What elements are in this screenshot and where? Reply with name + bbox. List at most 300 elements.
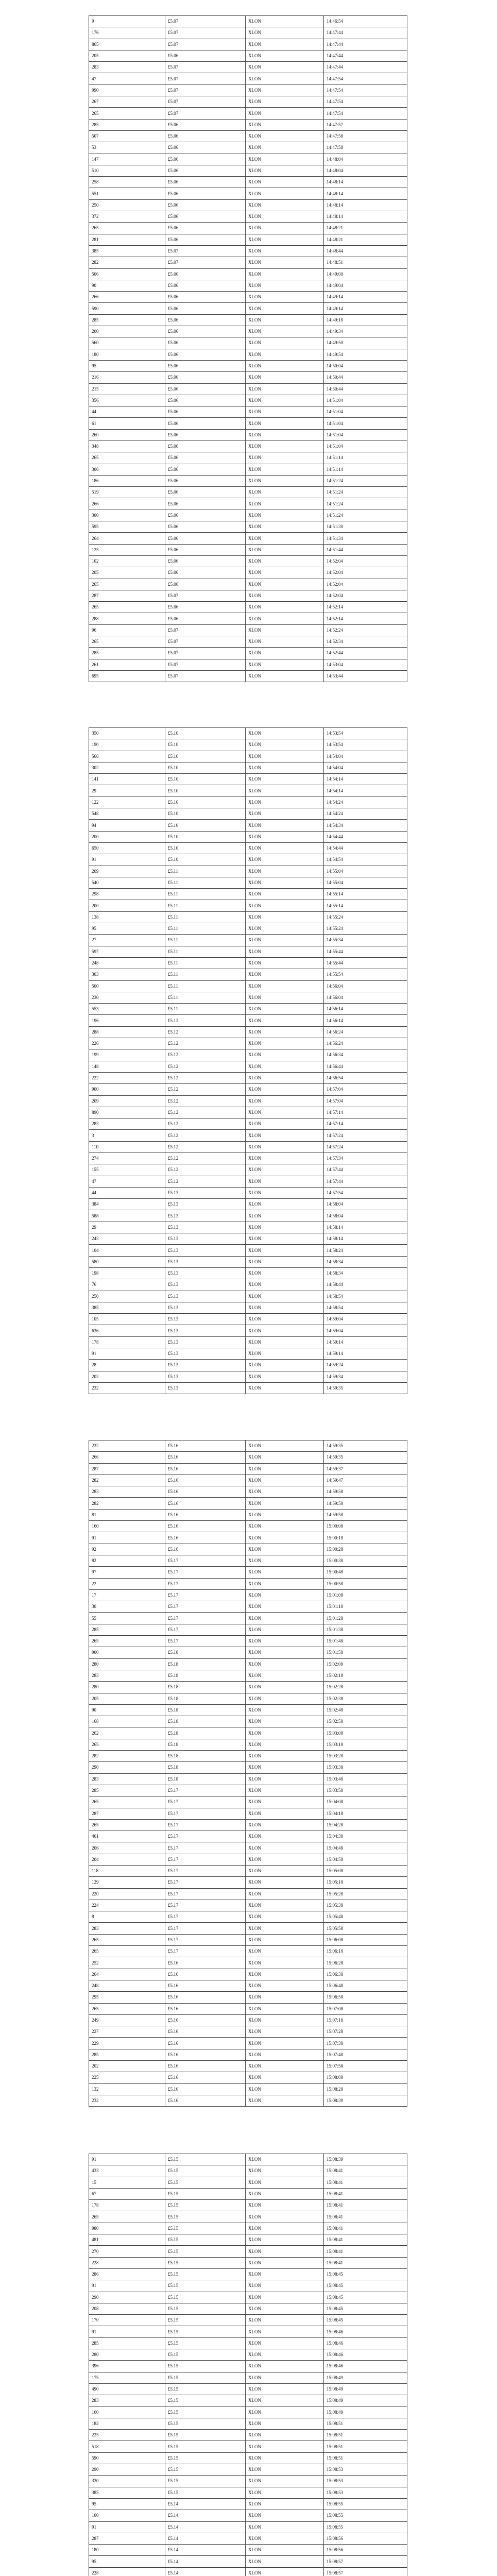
quantity-cell: 90	[89, 1704, 165, 1716]
table-row	[89, 119, 407, 130]
time-cell: 14:59:35	[324, 1382, 407, 1394]
table-row	[89, 1072, 407, 1083]
table-row	[89, 2223, 407, 2234]
table-row	[89, 2234, 407, 2246]
venue-cell: XLON	[246, 16, 324, 27]
price-cell: £5.07	[165, 108, 246, 119]
time-cell: 15:08:57	[324, 2567, 407, 2576]
venue-cell: XLON	[246, 2452, 324, 2464]
price-cell: £5.15	[165, 2383, 246, 2395]
venue-cell: XLON	[246, 1233, 324, 1245]
price-cell: £5.07	[165, 16, 246, 27]
table-row	[89, 1291, 407, 1302]
venue-cell: XLON	[246, 2418, 324, 2429]
price-cell: £5.17	[165, 1808, 246, 1819]
table-row	[89, 1256, 407, 1267]
quantity-cell: 282	[89, 1498, 165, 1509]
quantity-cell: 270	[89, 2246, 165, 2257]
price-cell: £5.14	[165, 2533, 246, 2544]
time-cell: 14:48:14	[324, 177, 407, 188]
quantity-cell: 265	[89, 1819, 165, 1831]
price-cell: £5.13	[165, 1222, 246, 1233]
venue-cell: XLON	[246, 2072, 324, 2083]
time-cell: 14:57:14	[324, 1118, 407, 1130]
time-cell: 14:53:54	[324, 739, 407, 751]
price-cell: £5.12	[165, 1038, 246, 1049]
time-cell: 14:49:14	[324, 292, 407, 303]
price-cell: £5.07	[165, 62, 246, 73]
price-cell: £5.06	[165, 521, 246, 533]
table-row	[89, 1831, 407, 1842]
time-cell: 15:02:18	[324, 1670, 407, 1681]
quantity-cell: 303	[89, 969, 165, 980]
quantity-cell: 175	[89, 2372, 165, 2383]
quantity-cell: 283	[89, 1773, 165, 1785]
price-cell: £5.17	[165, 1877, 246, 1888]
table-row	[89, 2061, 407, 2072]
price-cell: £5.06	[165, 464, 246, 475]
price-cell: £5.12	[165, 1084, 246, 1095]
quantity-cell: 227	[89, 2026, 165, 2038]
table-row	[89, 245, 407, 257]
time-cell: 14:51:44	[324, 544, 407, 555]
price-cell: £5.15	[165, 2441, 246, 2452]
venue-cell: XLON	[246, 1199, 324, 1210]
price-cell: £5.15	[165, 2418, 246, 2429]
quantity-cell: 287	[89, 590, 165, 601]
venue-cell: XLON	[246, 2556, 324, 2567]
trade-table-3	[89, 1440, 407, 2107]
quantity-cell: 500	[89, 980, 165, 992]
time-cell: 15:03:48	[324, 1773, 407, 1785]
quantity-cell: 580	[89, 1256, 165, 1267]
table-row	[89, 1704, 407, 1716]
venue-cell: XLON	[246, 165, 324, 176]
time-cell: 14:49:34	[324, 326, 407, 337]
time-cell: 15:08:41	[324, 2200, 407, 2211]
venue-cell: XLON	[246, 2545, 324, 2556]
venue-cell: XLON	[246, 1314, 324, 1325]
price-cell: £5.06	[165, 498, 246, 510]
venue-cell: XLON	[246, 831, 324, 842]
price-cell: £5.15	[165, 2165, 246, 2177]
venue-cell: XLON	[246, 2188, 324, 2199]
quantity-cell: 198	[89, 1267, 165, 1279]
table-row	[89, 579, 407, 590]
price-cell: £5.10	[165, 796, 246, 808]
quantity-cell: 202	[89, 1371, 165, 1382]
price-cell: £5.16	[165, 2083, 246, 2095]
table-row	[89, 1440, 407, 1452]
time-cell: 15:08:46	[324, 2326, 407, 2337]
time-cell: 14:59:58	[324, 1509, 407, 1520]
quantity-cell: 282	[89, 1475, 165, 1486]
table-row	[89, 1762, 407, 1773]
venue-cell: XLON	[246, 1463, 324, 1475]
table-row	[89, 2521, 407, 2533]
table-row	[89, 154, 407, 165]
table-row	[89, 992, 407, 1003]
venue-cell: XLON	[246, 2372, 324, 2383]
table-row	[89, 452, 407, 464]
quantity-cell: 266	[89, 498, 165, 510]
price-cell: £5.13	[165, 1325, 246, 1336]
quantity-cell: 285	[89, 119, 165, 130]
time-cell: 15:05:08	[324, 1865, 407, 1876]
table-row	[89, 1348, 407, 1360]
time-cell: 14:51:04	[324, 406, 407, 418]
price-cell: £5.12	[165, 1026, 246, 1038]
time-cell: 14:52:34	[324, 636, 407, 648]
quantity-cell: 91	[89, 1348, 165, 1360]
price-cell: £5.15	[165, 2406, 246, 2418]
time-cell: 15:03:28	[324, 1751, 407, 1762]
quantity-cell: 205	[89, 1693, 165, 1704]
venue-cell: XLON	[246, 2441, 324, 2452]
quantity-cell: 29	[89, 1222, 165, 1233]
venue-cell: XLON	[246, 762, 324, 773]
quantity-cell: 9	[89, 16, 165, 27]
venue-cell: XLON	[246, 602, 324, 613]
price-cell: £5.06	[165, 50, 246, 61]
quantity-cell: 286	[89, 2268, 165, 2280]
time-cell: 14:47:54	[324, 84, 407, 96]
quantity-cell: 282	[89, 1751, 165, 1762]
venue-cell: XLON	[246, 1601, 324, 1613]
quantity-cell: 208	[89, 2303, 165, 2314]
quantity-cell: 265	[89, 602, 165, 613]
venue-cell: XLON	[246, 2177, 324, 2188]
time-cell: 15:01:48	[324, 1636, 407, 1647]
time-cell: 14:48:21	[324, 223, 407, 234]
price-cell: £5.15	[165, 2349, 246, 2361]
quantity-cell: 566	[89, 751, 165, 762]
venue-cell: XLON	[246, 2430, 324, 2441]
time-cell: 14:54:24	[324, 796, 407, 808]
time-cell: 14:55:24	[324, 911, 407, 923]
table-row	[89, 1624, 407, 1635]
price-cell: £5.15	[165, 2326, 246, 2337]
venue-cell: XLON	[246, 130, 324, 142]
quantity-cell: 265	[89, 636, 165, 648]
venue-cell: XLON	[246, 1187, 324, 1198]
price-cell: £5.06	[165, 314, 246, 326]
time-cell: 15:08:49	[324, 2395, 407, 2406]
quantity-cell: 91	[89, 1532, 165, 1544]
table-row	[89, 1934, 407, 1945]
venue-cell: XLON	[246, 1521, 324, 1532]
table-row	[89, 39, 407, 50]
quantity-cell: 298	[89, 889, 165, 900]
price-cell: £5.17	[165, 1934, 246, 1945]
venue-cell: XLON	[246, 1130, 324, 1141]
table-row	[89, 555, 407, 567]
quantity-cell: 129	[89, 1877, 165, 1888]
price-cell: £5.13	[165, 1199, 246, 1210]
time-cell: 14:57:14	[324, 1107, 407, 1118]
time-cell: 14:59:35	[324, 1440, 407, 1452]
price-cell: £5.15	[165, 2464, 246, 2476]
price-cell: £5.13	[165, 1210, 246, 1222]
venue-cell: XLON	[246, 2061, 324, 2072]
quantity-cell: 285	[89, 2337, 165, 2349]
time-cell: 14:59:58	[324, 1498, 407, 1509]
price-cell: £5.13	[165, 1267, 246, 1279]
quantity-cell: 225	[89, 2430, 165, 2441]
venue-cell: XLON	[246, 1911, 324, 1923]
table-row	[89, 1980, 407, 1991]
quantity-cell: 372	[89, 211, 165, 223]
venue-cell: XLON	[246, 154, 324, 165]
venue-cell: XLON	[246, 1670, 324, 1681]
price-cell: £5.18	[165, 1670, 246, 1681]
table-row	[89, 257, 407, 268]
table-row	[89, 50, 407, 61]
time-cell: 14:47:58	[324, 142, 407, 154]
venue-cell: XLON	[246, 2095, 324, 2106]
time-cell: 14:59:24	[324, 1360, 407, 1371]
quantity-cell: 100	[89, 2510, 165, 2521]
time-cell: 15:03:08	[324, 1727, 407, 1739]
time-cell: 14:48:44	[324, 245, 407, 257]
price-cell: £5.16	[165, 2061, 246, 2072]
venue-cell: XLON	[246, 1038, 324, 1049]
venue-cell: XLON	[246, 1210, 324, 1222]
table-row	[89, 2337, 407, 2349]
quantity-cell: 205	[89, 567, 165, 579]
quantity-cell: 243	[89, 1233, 165, 1245]
time-cell: 14:59:47	[324, 1475, 407, 1486]
venue-cell: XLON	[246, 2292, 324, 2303]
table-row	[89, 2038, 407, 2049]
price-cell: £5.13	[165, 1279, 246, 1291]
time-cell: 14:58:34	[324, 1267, 407, 1279]
price-cell: £5.15	[165, 2280, 246, 2292]
table-row	[89, 314, 407, 326]
venue-cell: XLON	[246, 464, 324, 475]
table-row	[89, 2246, 407, 2257]
venue-cell: XLON	[246, 877, 324, 888]
time-cell: 15:04:58	[324, 1854, 407, 1865]
time-cell: 14:59:04	[324, 1325, 407, 1336]
table-row	[89, 670, 407, 682]
quantity-cell: 262	[89, 1727, 165, 1739]
table-row	[89, 1946, 407, 1957]
price-cell: £5.06	[165, 223, 246, 234]
table-row	[89, 464, 407, 475]
price-cell: £5.13	[165, 1233, 246, 1245]
table-row	[89, 2177, 407, 2188]
time-cell: 15:08:41	[324, 2257, 407, 2268]
time-cell: 15:08:51	[324, 2452, 407, 2464]
table-row	[89, 268, 407, 280]
price-cell: £5.15	[165, 2395, 246, 2406]
quantity-cell: 900	[89, 1084, 165, 1095]
table-row	[89, 1463, 407, 1475]
quantity-cell: 196	[89, 1015, 165, 1026]
table-row	[89, 475, 407, 486]
time-cell: 15:04:18	[324, 1808, 407, 1819]
venue-cell: XLON	[246, 73, 324, 84]
venue-cell: XLON	[246, 337, 324, 349]
venue-cell: XLON	[246, 1555, 324, 1566]
quantity-cell: 385	[89, 245, 165, 257]
time-cell: 14:51:04	[324, 440, 407, 452]
venue-cell: XLON	[246, 670, 324, 682]
quantity-cell: 228	[89, 2257, 165, 2268]
time-cell: 14:51:14	[324, 452, 407, 464]
table-row	[89, 234, 407, 245]
table-row	[89, 1969, 407, 1980]
quantity-cell: 283	[89, 62, 165, 73]
quantity-cell: 132	[89, 2083, 165, 2095]
table-row	[89, 1567, 407, 1578]
price-cell: £5.15	[165, 2487, 246, 2498]
price-cell: £5.06	[165, 544, 246, 555]
price-cell: £5.11	[165, 980, 246, 992]
venue-cell: XLON	[246, 1061, 324, 1072]
price-cell: £5.06	[165, 555, 246, 567]
time-cell: 15:08:45	[324, 2315, 407, 2326]
price-cell: £5.07	[165, 648, 246, 659]
table-row	[89, 2095, 407, 2106]
time-cell: 15:02:38	[324, 1693, 407, 1704]
price-cell: £5.06	[165, 395, 246, 406]
quantity-cell: 258	[89, 177, 165, 188]
time-cell: 15:08:56	[324, 2533, 407, 2544]
quantity-cell: 266	[89, 1452, 165, 1463]
price-cell: £5.06	[165, 602, 246, 613]
time-cell: 15:02:58	[324, 1716, 407, 1727]
time-cell: 14:48:14	[324, 211, 407, 223]
price-cell: £5.18	[165, 1739, 246, 1750]
table-row	[89, 326, 407, 337]
table-row	[89, 533, 407, 544]
time-cell: 14:50:44	[324, 383, 407, 395]
venue-cell: XLON	[246, 1946, 324, 1957]
time-cell: 15:08:55	[324, 2521, 407, 2533]
quantity-cell: 29	[89, 785, 165, 796]
quantity-cell: 22	[89, 1578, 165, 1589]
time-cell: 15:00:28	[324, 1544, 407, 1555]
quantity-cell: 283	[89, 1486, 165, 1498]
table-row	[89, 1693, 407, 1704]
quantity-cell: 287	[89, 1463, 165, 1475]
quantity-cell: 280	[89, 1658, 165, 1670]
price-cell: £5.06	[165, 452, 246, 464]
venue-cell: XLON	[246, 1107, 324, 1118]
quantity-cell: 102	[89, 555, 165, 567]
quantity-cell: 178	[89, 2200, 165, 2211]
table-row	[89, 1107, 407, 1118]
time-cell: 14:51:24	[324, 498, 407, 510]
quantity-cell: 95	[89, 360, 165, 371]
venue-cell: XLON	[246, 1245, 324, 1256]
time-cell: 15:08:51	[324, 2441, 407, 2452]
quantity-cell: 141	[89, 774, 165, 785]
table-row	[89, 372, 407, 383]
time-cell: 14:52:14	[324, 613, 407, 624]
venue-cell: XLON	[246, 268, 324, 280]
time-cell: 14:54:44	[324, 831, 407, 842]
venue-cell: XLON	[246, 2487, 324, 2498]
quantity-cell: 97	[89, 1567, 165, 1578]
quantity-cell: 287	[89, 2533, 165, 2544]
quantity-cell: 138	[89, 911, 165, 923]
table-row	[89, 2292, 407, 2303]
table-row	[89, 820, 407, 831]
venue-cell: XLON	[246, 1544, 324, 1555]
time-cell: 14:58:14	[324, 1222, 407, 1233]
table-row	[89, 1486, 407, 1498]
venue-cell: XLON	[246, 1153, 324, 1164]
table-row	[89, 1038, 407, 1049]
time-cell: 15:07:48	[324, 2049, 407, 2060]
venue-cell: XLON	[246, 1865, 324, 1876]
table-row	[89, 2556, 407, 2567]
table-row	[89, 1555, 407, 1566]
quantity-cell: 288	[89, 613, 165, 624]
quantity-cell: 148	[89, 1061, 165, 1072]
table-row	[89, 1498, 407, 1509]
time-cell: 14:56:24	[324, 1038, 407, 1049]
table-row	[89, 889, 407, 900]
table-row	[89, 1670, 407, 1681]
venue-cell: XLON	[246, 1291, 324, 1302]
price-cell: £5.10	[165, 762, 246, 773]
venue-cell: XLON	[246, 1751, 324, 1762]
time-cell: 15:08:55	[324, 2510, 407, 2521]
quantity-cell: 265	[89, 1934, 165, 1945]
price-cell: £5.07	[165, 245, 246, 257]
table-row	[89, 877, 407, 888]
quantity-cell: 47	[89, 1176, 165, 1187]
quantity-cell: 283	[89, 2395, 165, 2406]
venue-cell: XLON	[246, 2038, 324, 2049]
time-cell: 14:48:04	[324, 165, 407, 176]
quantity-cell: 224	[89, 1900, 165, 1911]
quantity-cell: 186	[89, 475, 165, 486]
time-cell: 14:56:54	[324, 1072, 407, 1083]
venue-cell: XLON	[246, 521, 324, 533]
venue-cell: XLON	[246, 1842, 324, 1854]
table-row	[89, 1521, 407, 1532]
price-cell: £5.16	[165, 2095, 246, 2106]
table-row	[89, 624, 407, 636]
time-cell: 15:08:46	[324, 2337, 407, 2349]
table-row	[89, 1061, 407, 1072]
table-row	[89, 487, 407, 498]
time-cell: 14:52:24	[324, 624, 407, 636]
table-row	[89, 96, 407, 108]
venue-cell: XLON	[246, 2165, 324, 2177]
price-cell: £5.13	[165, 1302, 246, 1313]
price-cell: £5.13	[165, 1360, 246, 1371]
venue-cell: XLON	[246, 2211, 324, 2223]
time-cell: 14:57:44	[324, 1176, 407, 1187]
time-cell: 14:51:04	[324, 395, 407, 406]
venue-cell: XLON	[246, 1360, 324, 1371]
quantity-cell: 265	[89, 2211, 165, 2223]
table-row	[89, 1187, 407, 1198]
quantity-cell: 229	[89, 2038, 165, 2049]
quantity-cell: 226	[89, 1038, 165, 1049]
quantity-cell: 285	[89, 2049, 165, 2060]
table-row	[89, 957, 407, 969]
quantity-cell: 180	[89, 2545, 165, 2556]
table-row	[89, 1325, 407, 1336]
quantity-cell: 507	[89, 130, 165, 142]
